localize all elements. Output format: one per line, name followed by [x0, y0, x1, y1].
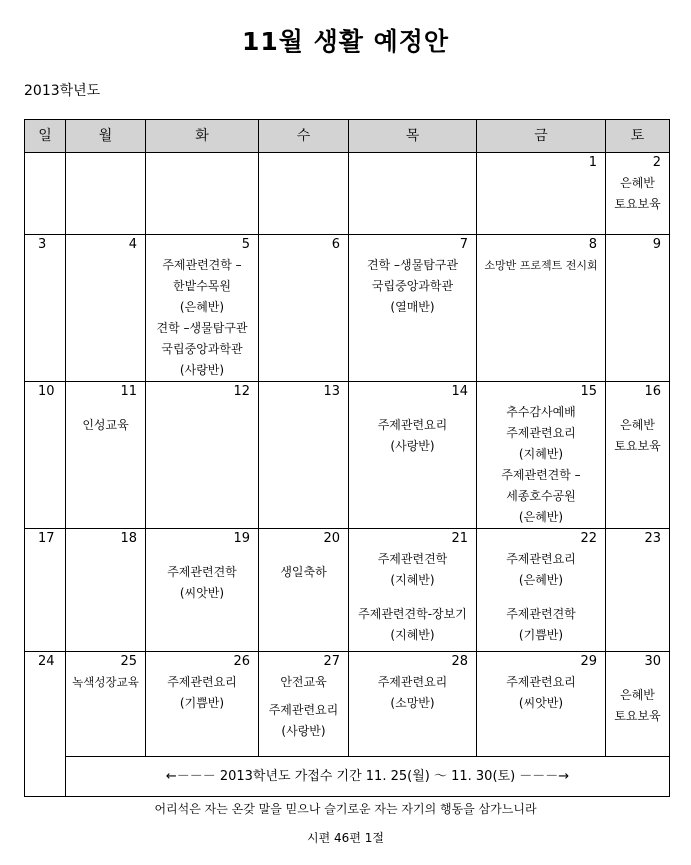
day-cell-16 — [606, 382, 670, 529]
event-text: (기쁨반) — [518, 628, 564, 642]
weekday-sun: 일 — [25, 120, 66, 153]
day-cell-15 — [477, 382, 606, 529]
day-cell-28 — [349, 652, 477, 757]
event-text: (은혜반) — [518, 510, 564, 524]
weekday-tue: 화 — [146, 120, 259, 153]
day-cell-6 — [259, 235, 349, 382]
day-number: 24 — [38, 654, 55, 669]
event-text: (소망반) — [390, 696, 435, 710]
event-text: 주제관련요리 — [506, 426, 576, 440]
event-text: (사랑반) — [390, 439, 435, 453]
day-cell-10 — [25, 382, 66, 529]
event-text: (사랑반) — [179, 363, 225, 377]
day-number: 1 — [588, 155, 597, 170]
day-cell-29 — [477, 652, 606, 757]
event-text: 주제관련요리 — [506, 552, 576, 566]
day-cell-3 — [25, 235, 66, 382]
school-year: 2013학년도 — [24, 83, 101, 99]
weekday-mon: 월 — [66, 120, 146, 153]
registration-period-note: ←－－－ 2013학년도 가접수 기간 11. 25(월) ～ 11. 30(토) －－－→ — [66, 757, 670, 797]
week-row — [25, 382, 670, 529]
day-cell-20 — [259, 529, 349, 652]
event-text: 주제관련요리 — [506, 675, 576, 689]
day-number: 15 — [580, 384, 597, 399]
day-cell-19 — [146, 529, 259, 652]
day-cell-25 — [66, 652, 146, 757]
day-number: 9 — [652, 237, 661, 252]
event-text: 소망반 프로젝트 전시회 — [484, 259, 598, 272]
event-text: 견학 –생물탐구관 — [367, 258, 458, 272]
week-row — [25, 153, 670, 235]
day-number: 7 — [459, 237, 468, 252]
day-number: 30 — [644, 654, 661, 669]
day-cell-23 — [606, 529, 670, 652]
event-text: 녹색성장교육 — [72, 675, 139, 689]
event-text: 주제관련견학 — [377, 552, 448, 566]
day-number: 3 — [38, 237, 47, 252]
day-number: 26 — [233, 654, 250, 669]
day-number: 19 — [233, 531, 250, 546]
day-cell — [259, 153, 349, 235]
event-text: 주제관련견학 — [167, 565, 237, 579]
day-number: 17 — [38, 531, 55, 546]
event-text: 안전교육 — [280, 675, 327, 689]
day-number: 23 — [644, 531, 661, 546]
day-cell-4 — [66, 235, 146, 382]
event-text: 은혜반 — [620, 176, 655, 190]
event-text: (지혜반) — [518, 447, 564, 461]
day-number: 16 — [644, 384, 661, 399]
event-text: 토요보육 — [614, 439, 661, 453]
week-row — [25, 529, 670, 652]
day-number: 11 — [120, 384, 137, 399]
event-text: 은혜반 — [620, 688, 655, 702]
day-cell-5 — [146, 235, 259, 382]
day-number: 20 — [323, 531, 340, 546]
event-text: 주제관련요리 — [167, 675, 237, 689]
day-number: 12 — [233, 384, 250, 399]
day-cell-26 — [146, 652, 259, 757]
event-text: 생일축하 — [280, 565, 327, 579]
day-number: 5 — [241, 237, 250, 252]
event-text: (은혜반) — [179, 300, 225, 314]
day-number: 28 — [451, 654, 468, 669]
day-cell-17 — [25, 529, 66, 652]
page-title: 11월 생활 예정안 — [241, 27, 450, 56]
day-cell-21 — [349, 529, 477, 652]
day-cell-18 — [66, 529, 146, 652]
event-text: 주제관련견학-장보기 — [358, 607, 467, 621]
day-cell-14 — [349, 382, 477, 529]
event-text: 견학 –생물탐구관 — [156, 321, 248, 335]
event-text: 은혜반 — [620, 418, 655, 432]
verse-reference: 시편 46편 1절 — [307, 831, 384, 845]
period-note-row — [25, 757, 670, 797]
event-text: (사랑반) — [281, 724, 326, 738]
day-cell — [146, 153, 259, 235]
day-number: 8 — [588, 237, 597, 252]
week-row — [25, 235, 670, 382]
day-cell-12 — [146, 382, 259, 529]
day-number: 10 — [38, 384, 55, 399]
event-text: 토요보육 — [614, 709, 661, 723]
event-text: (지혜반) — [390, 573, 435, 587]
calendar-table — [24, 119, 670, 797]
day-number: 13 — [323, 384, 340, 399]
event-text: 토요보육 — [614, 197, 661, 211]
event-text: 세종호수공원 — [506, 489, 576, 503]
day-cell-9 — [606, 235, 670, 382]
verse-text: 어리석은 자는 온갖 말을 믿으나 슬기로운 자는 자기의 행동을 삼가느니라 — [154, 802, 537, 816]
day-cell — [25, 153, 66, 235]
event-text: (씨앗반) — [518, 696, 564, 710]
event-text: 주제관련요리 — [268, 703, 339, 717]
event-text: (열매반) — [390, 300, 435, 314]
day-number: 18 — [120, 531, 137, 546]
day-cell — [349, 153, 477, 235]
event-text: 인성교육 — [82, 418, 129, 432]
day-cell-2 — [606, 153, 670, 235]
event-text: 주제관련요리 — [377, 675, 448, 689]
day-cell-30 — [606, 652, 670, 757]
day-number: 29 — [580, 654, 597, 669]
event-text: 주제관련견학 – — [501, 468, 581, 482]
day-cell-24 — [25, 652, 66, 797]
day-cell-13 — [259, 382, 349, 529]
event-text: 추수감사예배 — [506, 405, 576, 419]
day-number: 6 — [331, 237, 340, 252]
weekday-header-row — [25, 120, 670, 153]
weekday-thu: 목 — [349, 120, 477, 153]
event-text: 국립중앙과학관 — [371, 279, 454, 293]
event-text: (은혜반) — [518, 573, 564, 587]
day-number: 21 — [451, 531, 468, 546]
event-text: (지혜반) — [390, 628, 435, 642]
day-cell-8 — [477, 235, 606, 382]
day-cell-27 — [259, 652, 349, 757]
event-text: (기쁨반) — [179, 696, 225, 710]
day-number: 2 — [652, 155, 661, 170]
event-text: 주제관련견학 — [506, 607, 576, 621]
day-number: 27 — [323, 654, 340, 669]
event-text: 국립중앙과학관 — [161, 342, 243, 356]
day-number: 22 — [580, 531, 597, 546]
week-row — [25, 652, 670, 757]
event-text: 주제관련요리 — [377, 418, 448, 432]
weekday-sat: 토 — [606, 120, 670, 153]
weekday-fri: 금 — [477, 120, 606, 153]
event-text: 주제관련견학 – — [162, 258, 242, 272]
weekday-wed: 수 — [259, 120, 349, 153]
event-text: (씨앗반) — [179, 586, 225, 600]
event-text: 한밭수목원 — [173, 279, 231, 293]
day-cell-1 — [477, 153, 606, 235]
day-number: 4 — [128, 237, 137, 252]
day-cell — [66, 153, 146, 235]
day-cell-11 — [66, 382, 146, 529]
day-number: 14 — [451, 384, 468, 399]
day-cell-22 — [477, 529, 606, 652]
day-number: 25 — [120, 654, 137, 669]
day-cell-7 — [349, 235, 477, 382]
